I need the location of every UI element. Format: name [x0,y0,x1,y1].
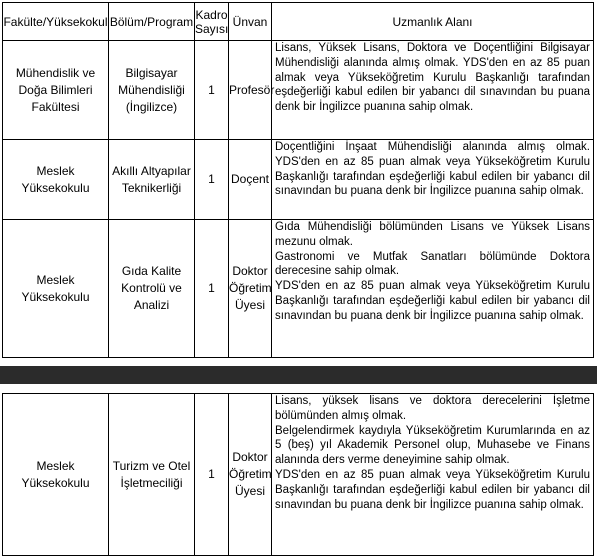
program-cell: Turizm ve Otel İşletmeciliği [109,394,195,556]
title-cell: Profesör [229,41,272,140]
specialization-text: YDS'den en az 85 puan almak veya Yükseköğretim Kurulu Başkanlığı tarafından eşdeğerliği kabul edilen bir yabancı dil sınavından bu puana denk bir İngilizce puanına sahip olmak. [275,280,590,322]
specialization-cell [272,140,594,220]
header-faculty: Fakülte/Yüksekokul [3,3,109,41]
specialization-cell [272,41,594,140]
header-row [3,3,594,41]
faculty-cell: Meslek Yüksekokulu [3,140,109,220]
positions-table-continued [2,393,594,556]
table-row [3,41,594,140]
program-cell: Akıllı Altyapılar Teknikerliği [109,140,195,220]
title-cell: Doçent [229,140,272,220]
header-specialization: Uzmanlık Alanı [272,3,594,41]
table-row [3,140,594,220]
specialization-text: Gastronomi ve Mutfak Sanatları bölümünde Doktora derecesine sahip olmak. [275,250,590,278]
quota-cell: 1 [195,220,229,358]
section-divider [0,366,597,384]
header-title: Ünvan [229,3,272,41]
specialization-text: YDS'den en az 85 puan almak veya Yükseköğretim Kurulu Başkanlığı tarafından eşdeğerliği kabul edilen bir yabancı dil sınavından bu puana denk bir İngilizce puanına sahip olmak. [275,468,590,511]
header-quota: Kadro Sayısı [195,3,229,41]
program-cell: Bilgisayar Mühendisliği (İngilizce) [109,41,195,140]
specialization-text: Lisans, yüksek lisans ve doktora derecelerini İşletme bölümünden almış olmak. [275,395,590,422]
faculty-cell: Mühendislik ve Doğa Bilimleri Fakültesi [3,41,109,140]
table-row [3,394,594,556]
faculty-cell: Meslek Yüksekokulu [3,394,109,556]
faculty-cell: Meslek Yüksekokulu [3,220,109,358]
program-cell: Gıda Kalite Kontrolü ve Analizi [109,220,195,358]
title-cell: Doktor Öğretim Üyesi [229,220,272,358]
header-program: Bölüm/Program [109,3,195,41]
specialization-text: Belgelendirmek kaydıyla Yükseköğretim Kurumlarında en az 5 (beş) yıl Akademik Personel olup, Muhasebe ve Finans alanında ders verme deneyimine sahip olmak. [275,424,590,467]
specialization-cell [272,220,594,358]
quota-cell: 1 [195,140,229,220]
positions-table [2,2,594,358]
specialization-cell [272,394,594,556]
title-cell: Doktor Öğretim Üyesi [229,394,272,556]
specialization-text: Lisans, Yüksek Lisans, Doktora ve Doçentliğini Bilgisayar Mühendisliği alanında almış olmak. YDS'den en az 85 puan almak veya Yükseköğretim Kurulu Başkanlığı tarafından eşdeğerliği kabul edilen bir yabancı dil sınavından bu puana denk bir İngilizce puanına sahip olmak. [275,42,590,114]
specialization-text: Doçentliğini İnşaat Mühendisliği alanında almış olmak. YDS'den en az 85 puan almak veya Yükseköğretim Kurulu Başkanlığı tarafından eşdeğerliği kabul edilen bir yabancı dil sınavından bu puana denk bir İngilizce puanına sahip olmak. [275,141,590,198]
quota-cell: 1 [195,394,229,556]
quota-cell: 1 [195,41,229,140]
table-row [3,220,594,358]
specialization-text: Gıda Mühendisliği bölümünden Lisans ve Yüksek Lisans mezunu olmak. [275,221,590,248]
